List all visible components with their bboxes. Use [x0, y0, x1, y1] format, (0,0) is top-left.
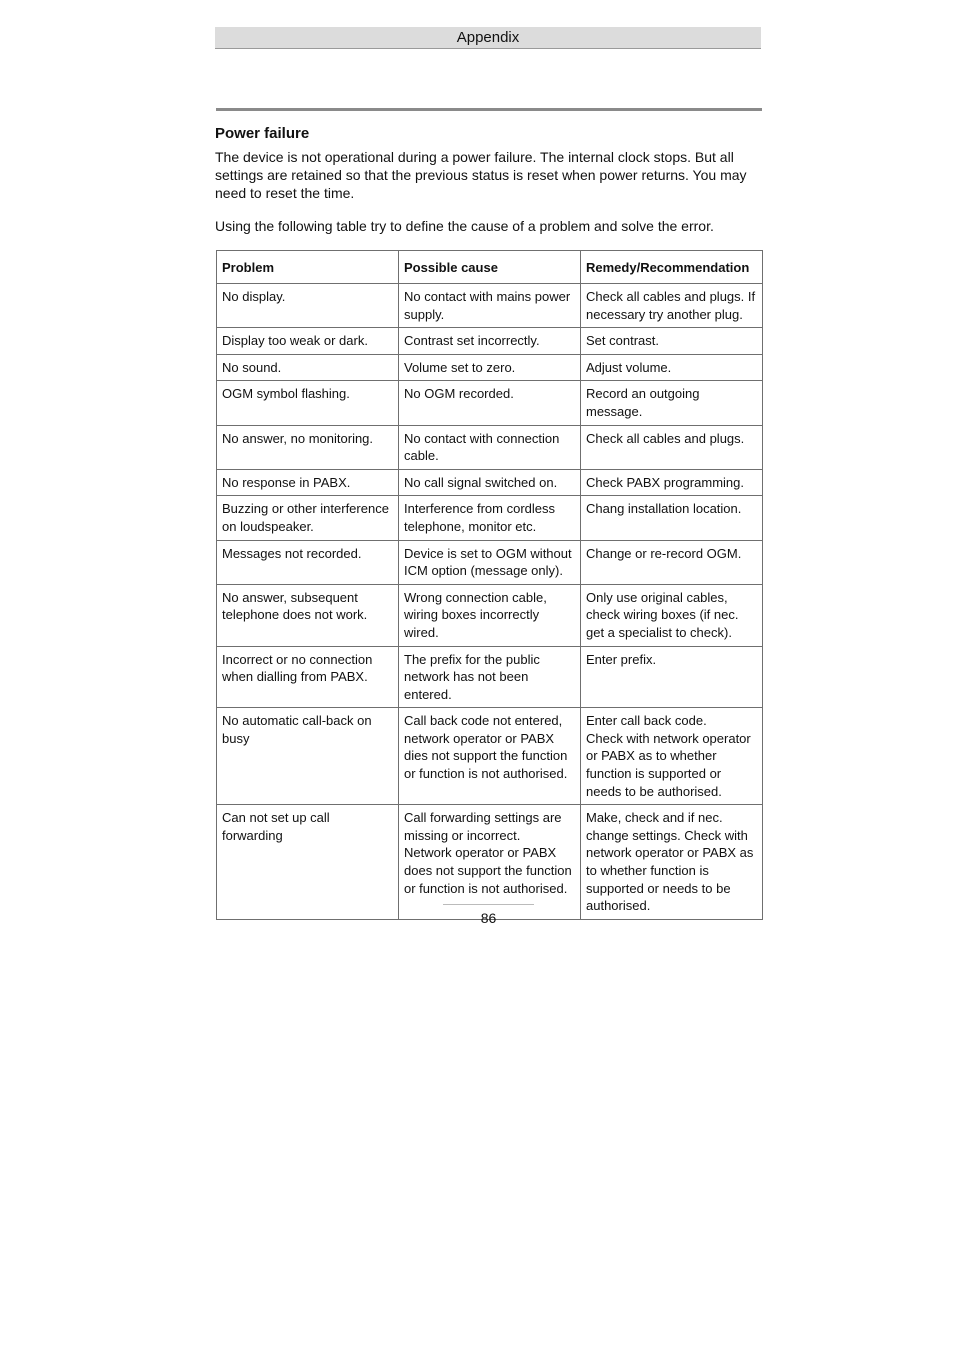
cause-cell: Device is set to OGM without ICM option (message only). — [399, 540, 581, 584]
problem-cell: No answer, no monitoring. — [217, 425, 399, 469]
table-row — [217, 540, 763, 584]
cause-cell: Call back code not entered, network operator or PABX dies not support the function or function is not authorised. — [399, 708, 581, 805]
cause-cell: No call signal switched on. — [399, 469, 581, 496]
header-possible-cause: Possible cause — [399, 251, 581, 284]
remedy-cell: Adjust volume. — [581, 354, 763, 381]
table-row — [217, 708, 763, 805]
problem-cell: No display. — [217, 284, 399, 328]
cause-cell: Wrong connection cable, wiring boxes incorrectly wired. — [399, 584, 581, 646]
table-intro-paragraph: Using the following table try to define the cause of a problem and solve the error. — [215, 218, 714, 234]
remedy-cell: Only use original cables, check wiring boxes (if nec. get a specialist to check). — [581, 584, 763, 646]
table-body — [217, 284, 763, 920]
table-row — [217, 354, 763, 381]
table-row — [217, 469, 763, 496]
header-remedy: Remedy/Recommendation — [581, 251, 763, 284]
problem-cell: Messages not recorded. — [217, 540, 399, 584]
cause-cell: Contrast set incorrectly. — [399, 328, 581, 355]
problem-cell: Buzzing or other interference on loudspeaker. — [217, 496, 399, 540]
cause-cell: The prefix for the public network has not been entered. — [399, 646, 581, 708]
table-row — [217, 425, 763, 469]
table-row — [217, 584, 763, 646]
cause-cell: Call forwarding settings are missing or incorrect. Network operator or PABX does not support the function or function is not authorised. — [399, 805, 581, 920]
problem-cell: Can not set up call forwarding — [217, 805, 399, 920]
remedy-cell: Enter call back code. Check with network operator or PABX as to whether function is supported or needs to be authorised. — [581, 708, 763, 805]
table-row — [217, 646, 763, 708]
remedy-cell: Check PABX programming. — [581, 469, 763, 496]
problem-cell: No automatic call-back on busy — [217, 708, 399, 805]
table-row — [217, 284, 763, 328]
cause-cell: Volume set to zero. — [399, 354, 581, 381]
cause-cell: No OGM recorded. — [399, 381, 581, 425]
cause-cell: No contact with mains power supply. — [399, 284, 581, 328]
problem-cell: No response in PABX. — [217, 469, 399, 496]
problem-cell: OGM symbol flashing. — [217, 381, 399, 425]
remedy-cell: Make, check and if nec. change settings. Check with network operator or PABX as to whether function is supported or needs to be authorised. — [581, 805, 763, 920]
problem-cell: No sound. — [217, 354, 399, 381]
table-row — [217, 805, 763, 920]
page-header — [215, 27, 761, 49]
problem-cell: Display too weak or dark. — [217, 328, 399, 355]
remedy-cell: Set contrast. — [581, 328, 763, 355]
remedy-cell: Record an outgoing message. — [581, 381, 763, 425]
footer-rule — [443, 904, 534, 905]
cause-cell: No contact with connection cable. — [399, 425, 581, 469]
header-title: Appendix — [456, 29, 520, 46]
table-row — [217, 328, 763, 355]
table-row — [217, 381, 763, 425]
problem-cell: Incorrect or no connection when dialling from PABX. — [217, 646, 399, 708]
intro-paragraph: The device is not operational during a power failure. The internal clock stops. But all settings are retained so that the previous status is reset when power returns. You may need to reset the time. — [215, 149, 747, 201]
header-problem: Problem — [217, 251, 399, 284]
remedy-cell: Check all cables and plugs. — [581, 425, 763, 469]
page-number: 86 — [480, 910, 497, 926]
problem-cell: No answer, subsequent telephone does not work. — [217, 584, 399, 646]
section-title: Power failure — [215, 125, 310, 142]
troubleshooting-table — [216, 250, 763, 920]
remedy-cell: Chang installation location. — [581, 496, 763, 540]
section-divider — [216, 108, 762, 111]
cause-cell: Interference from cordless telephone, monitor etc. — [399, 496, 581, 540]
remedy-cell: Enter prefix. — [581, 646, 763, 708]
table-header-row — [217, 251, 763, 284]
remedy-cell: Check all cables and plugs. If necessary try another plug. — [581, 284, 763, 328]
remedy-cell: Change or re-record OGM. — [581, 540, 763, 584]
table-row — [217, 496, 763, 540]
